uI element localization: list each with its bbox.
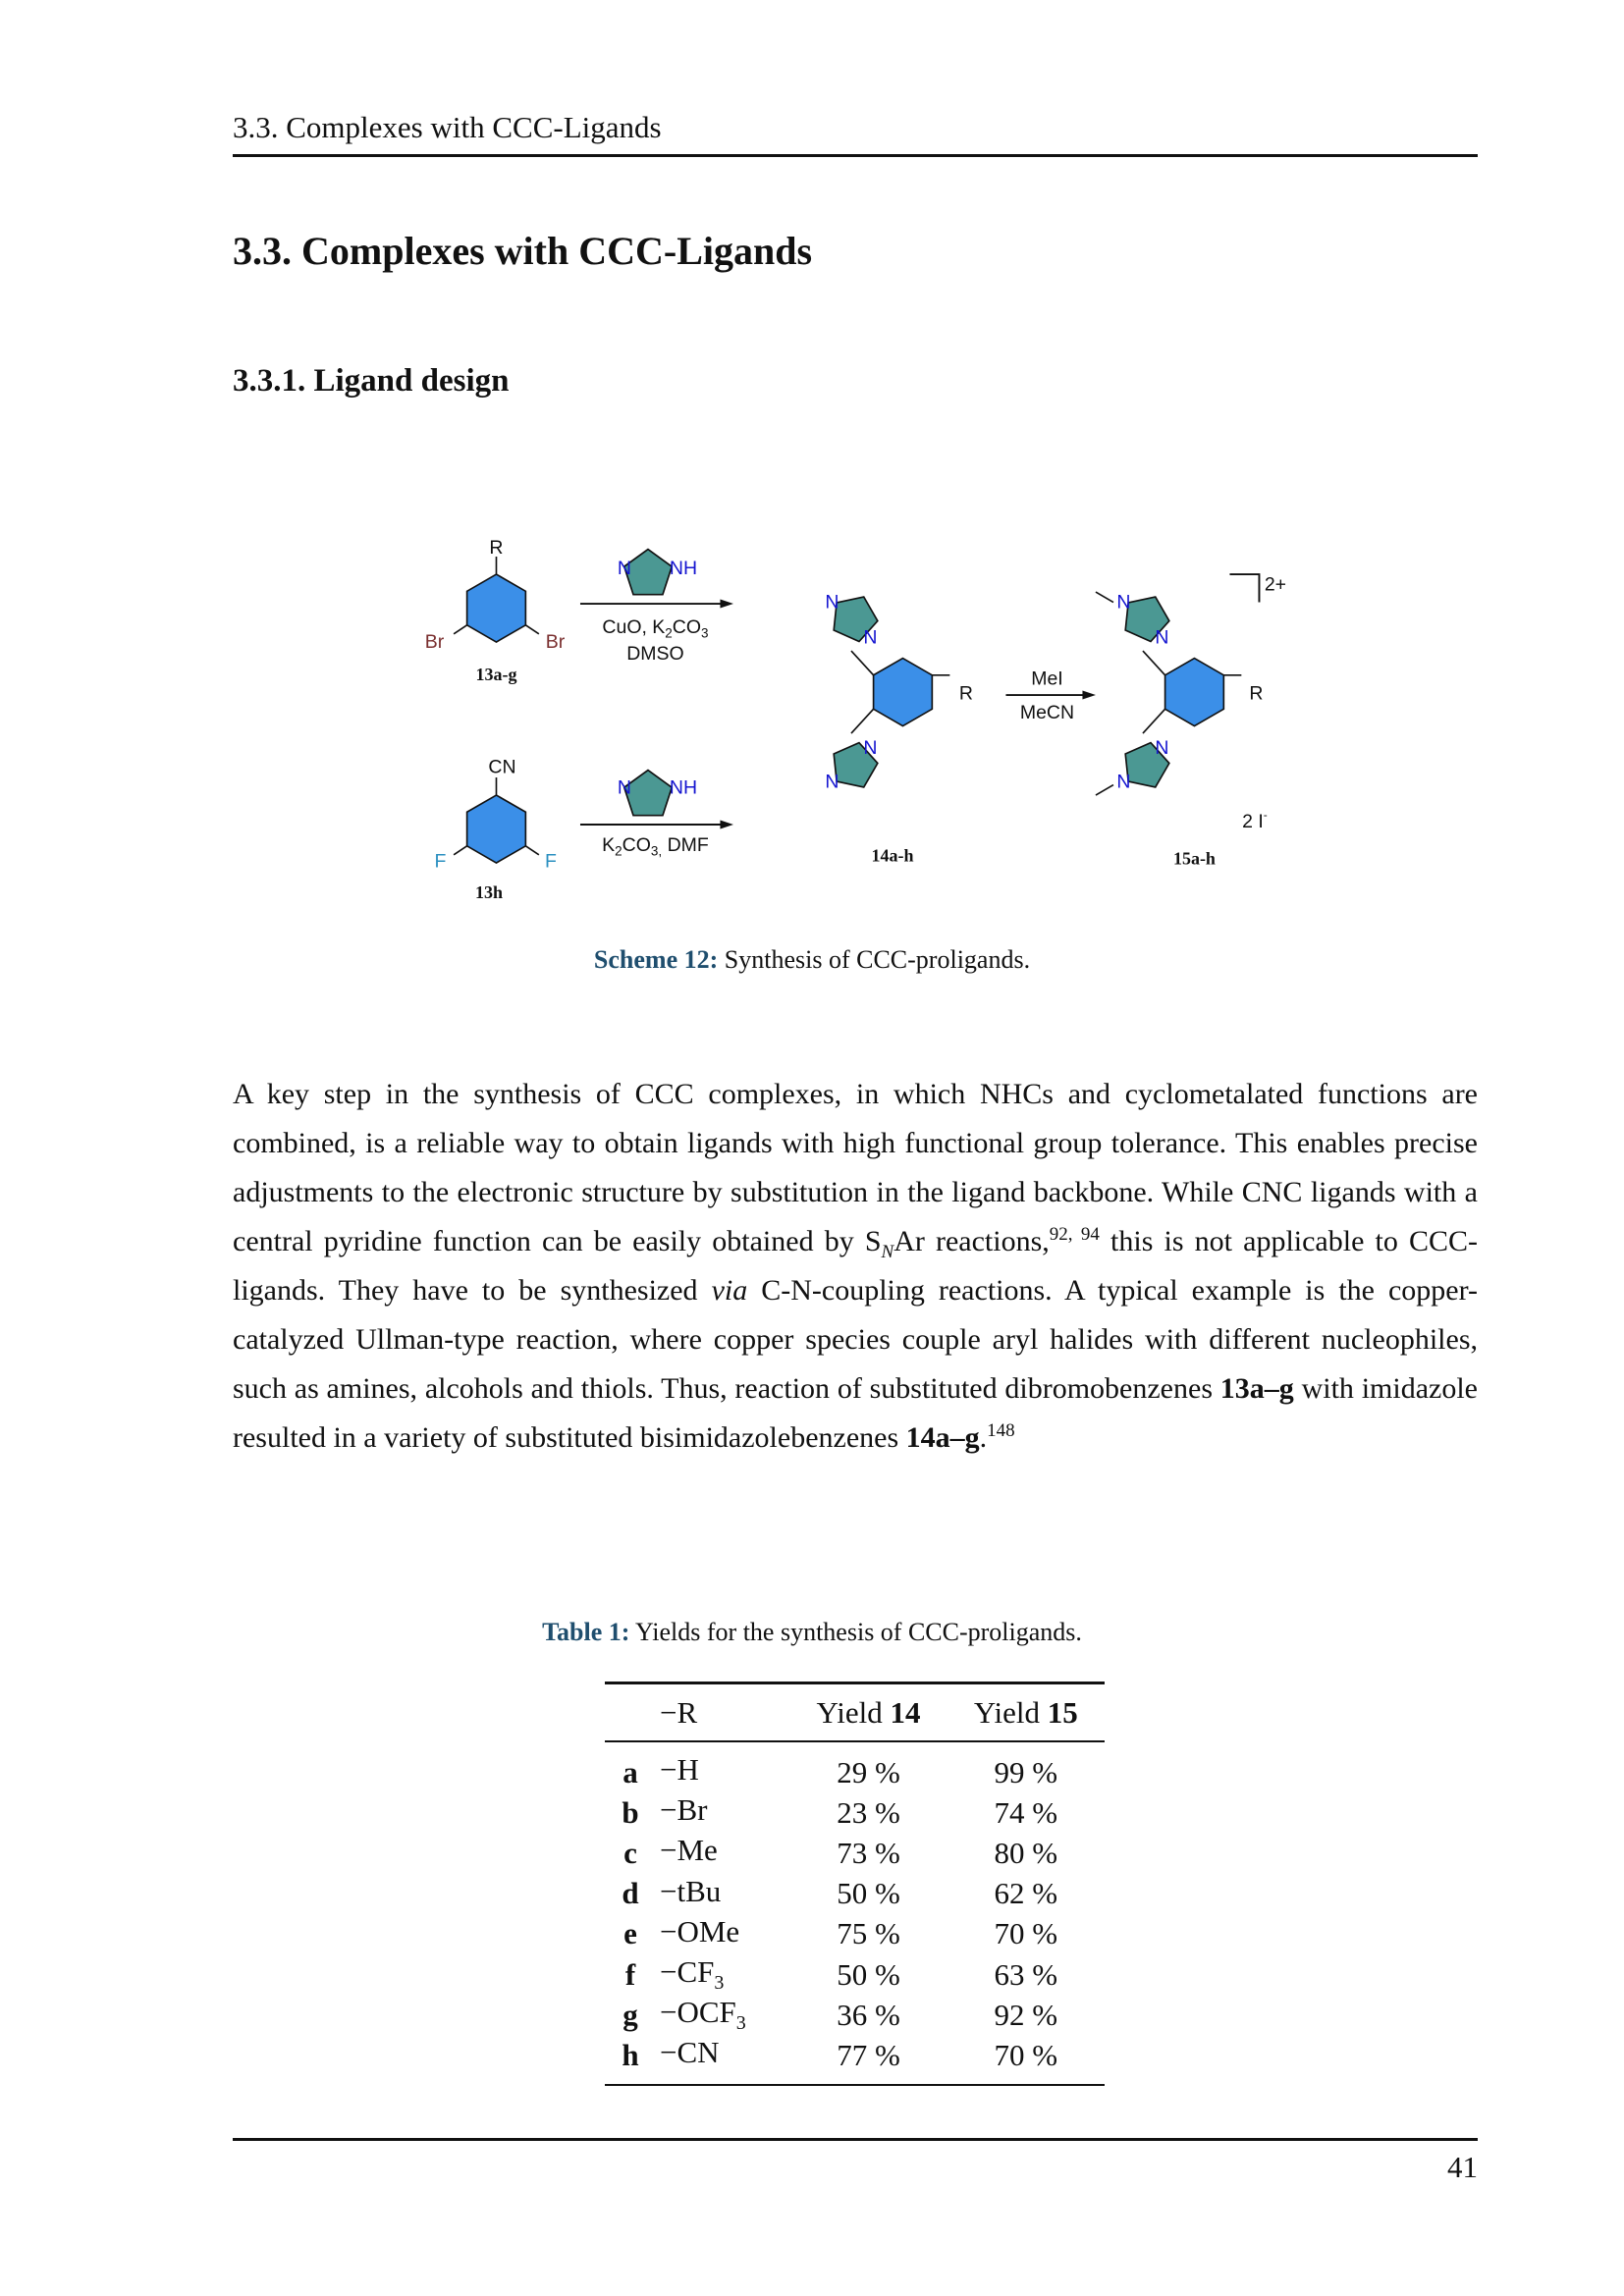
compound-13a-g: 13a-g	[475, 665, 517, 685]
bond	[851, 651, 874, 675]
benzene-ring	[874, 659, 933, 726]
nh-label: NH	[669, 558, 698, 580]
yield-14: 36 %	[837, 1997, 900, 2032]
benzene-ring	[1165, 659, 1224, 726]
n-label: N	[1116, 591, 1131, 614]
table-row	[605, 1833, 1105, 1873]
compound-13h: 13h	[474, 882, 503, 903]
n-label: N	[825, 771, 839, 793]
conditions-3: MeI	[1031, 667, 1063, 690]
table-row	[605, 1874, 1105, 1914]
n-label: N	[1155, 626, 1169, 649]
conditions-1: CuO, $K_2CO_3$	[602, 616, 709, 641]
header-r: −R	[660, 1694, 698, 1730]
citation[interactable]: 92, 94	[1049, 1224, 1100, 1245]
yield-15: 62 %	[994, 1876, 1058, 1911]
substituent: $-OCF_3$	[660, 1995, 746, 2035]
compound-id: a	[623, 1754, 638, 1789]
substituent: $-CF_3$	[660, 1953, 725, 1995]
yield-15: 92 %	[994, 1997, 1058, 2032]
charge-bracket	[1229, 574, 1259, 602]
n-label: N	[863, 737, 878, 760]
substituent: −Br	[660, 1792, 708, 1828]
yield-14: 29 %	[837, 1754, 900, 1789]
section-title: 3.3. Complexes with CCC-Ligands	[233, 229, 813, 273]
cn-label: CN	[488, 756, 516, 778]
r-label: R	[1249, 682, 1264, 705]
n-label: N	[1116, 771, 1131, 793]
nh-label: NH	[669, 776, 698, 799]
table-row	[605, 1792, 1105, 1833]
r-label: R	[489, 537, 504, 560]
methyl-bond	[1096, 592, 1113, 602]
n-label: N	[825, 591, 839, 614]
table-row	[605, 1995, 1105, 2035]
yield-table	[605, 1682, 1105, 2086]
footer-rule	[233, 2138, 1478, 2141]
caption-text: Synthesis of CCC-proligands.	[718, 945, 1031, 974]
benzene-ring	[467, 795, 526, 863]
br-label: Br	[545, 631, 566, 654]
running-header: 3.3. Complexes with CCC-Ligands	[233, 110, 662, 144]
counterion-label: 2 I-	[1242, 808, 1268, 833]
bond	[525, 846, 538, 855]
subsection-title: 3.3.1. Ligand design	[233, 363, 510, 399]
compound-id: b	[622, 1794, 639, 1830]
compound-15a-h: 15a-h	[1172, 848, 1216, 869]
scheme-caption	[0, 945, 1624, 975]
bond	[525, 625, 538, 634]
yield-15: 80 %	[994, 1835, 1058, 1870]
n-label: N	[1155, 737, 1169, 760]
compound-id: f	[624, 1956, 636, 1992]
n-label: N	[863, 626, 878, 649]
yield-15: 74 %	[994, 1794, 1058, 1830]
methyl-bond	[1096, 785, 1113, 795]
caption-key: Scheme 12:	[593, 945, 719, 974]
yield-14: 75 %	[837, 1916, 900, 1951]
caption-text: Yields for the synthesis of CCC-proligands.	[629, 1618, 1082, 1646]
conditions-3-solvent: MeCN	[1019, 702, 1075, 724]
yield-14: 77 %	[837, 2037, 900, 2072]
header-yield-15: Yield 15	[973, 1694, 1078, 1730]
conditions-2: $K_2CO_{3,}$ DMF	[602, 834, 709, 859]
table-header-row	[605, 1683, 1105, 1742]
bond	[454, 625, 466, 634]
n-label: N	[617, 776, 632, 799]
br-label: Br	[424, 631, 445, 654]
substituent: −tBu	[660, 1873, 722, 1908]
yield-14: 23 %	[837, 1794, 900, 1830]
compound-id: c	[623, 1835, 637, 1870]
yield-14: 50 %	[837, 1876, 900, 1911]
yield-14: 50 %	[837, 1956, 900, 1992]
bond	[1143, 651, 1165, 675]
bond	[454, 846, 466, 855]
bond	[1143, 709, 1165, 733]
conditions-1-solvent: DMSO	[626, 643, 684, 666]
table-row	[605, 1954, 1105, 1995]
n-label: N	[617, 558, 632, 580]
f-label: F	[434, 850, 447, 873]
compound-id: e	[623, 1916, 637, 1951]
table-row	[605, 1741, 1105, 1792]
body-paragraph: A key step in the synthesis of CCC complexes, in which NHCs and cyclometalated functions are combined, is a reliable way to obtain ligands with high functional group tolerance. This enables precise adjustments to the electronic structure by substitution in the ligand backbone. While CNC ligands with a central pyridine function can be easily obtained by $S_NAr$ reactions,$^{92, 94}$ this is not applicable to CCC-ligands. They have to be synthesized via C-N-coupling reactions. A typical example is the copper-catalyzed Ullman-type reaction, where copper species couple aryl halides with different nucleophiles, such as amines, alcohols and thiols. Thus, reaction of substituted dibromobenzenes 13a–g with imidazole resulted in a variety of substituted bisimidazolebenzenes 14a–g.$^{148}$	[233, 1078, 1479, 1454]
citation[interactable]: 148	[987, 1420, 1015, 1441]
yield-15: 99 %	[994, 1754, 1058, 1789]
table-row	[605, 2035, 1105, 2084]
yield-15: 70 %	[994, 2037, 1058, 2072]
compound-id: g	[623, 1997, 638, 2032]
compound-14a-h: 14a-h	[871, 845, 914, 866]
substituent: −OMe	[660, 1913, 740, 1949]
substituent: −Me	[660, 1833, 718, 1868]
substituent: −H	[660, 1752, 699, 1787]
r-label: R	[958, 682, 974, 705]
table-caption	[0, 1618, 1624, 1647]
page-number: 41	[1447, 2150, 1478, 2184]
table-row	[605, 1914, 1105, 1954]
benzene-ring	[467, 574, 526, 642]
yield-15: 63 %	[994, 1956, 1058, 1992]
yield-15: 70 %	[994, 1916, 1058, 1951]
header-yield-14: Yield 14	[816, 1694, 921, 1730]
charge-label: 2+	[1264, 573, 1287, 596]
compound-id: h	[622, 2037, 639, 2072]
substituent: −CN	[660, 2035, 720, 2070]
yield-14: 73 %	[837, 1835, 900, 1870]
f-label: F	[545, 850, 557, 873]
caption-key: Table 1:	[542, 1618, 630, 1646]
compound-id: d	[622, 1876, 639, 1911]
bond	[851, 709, 874, 733]
